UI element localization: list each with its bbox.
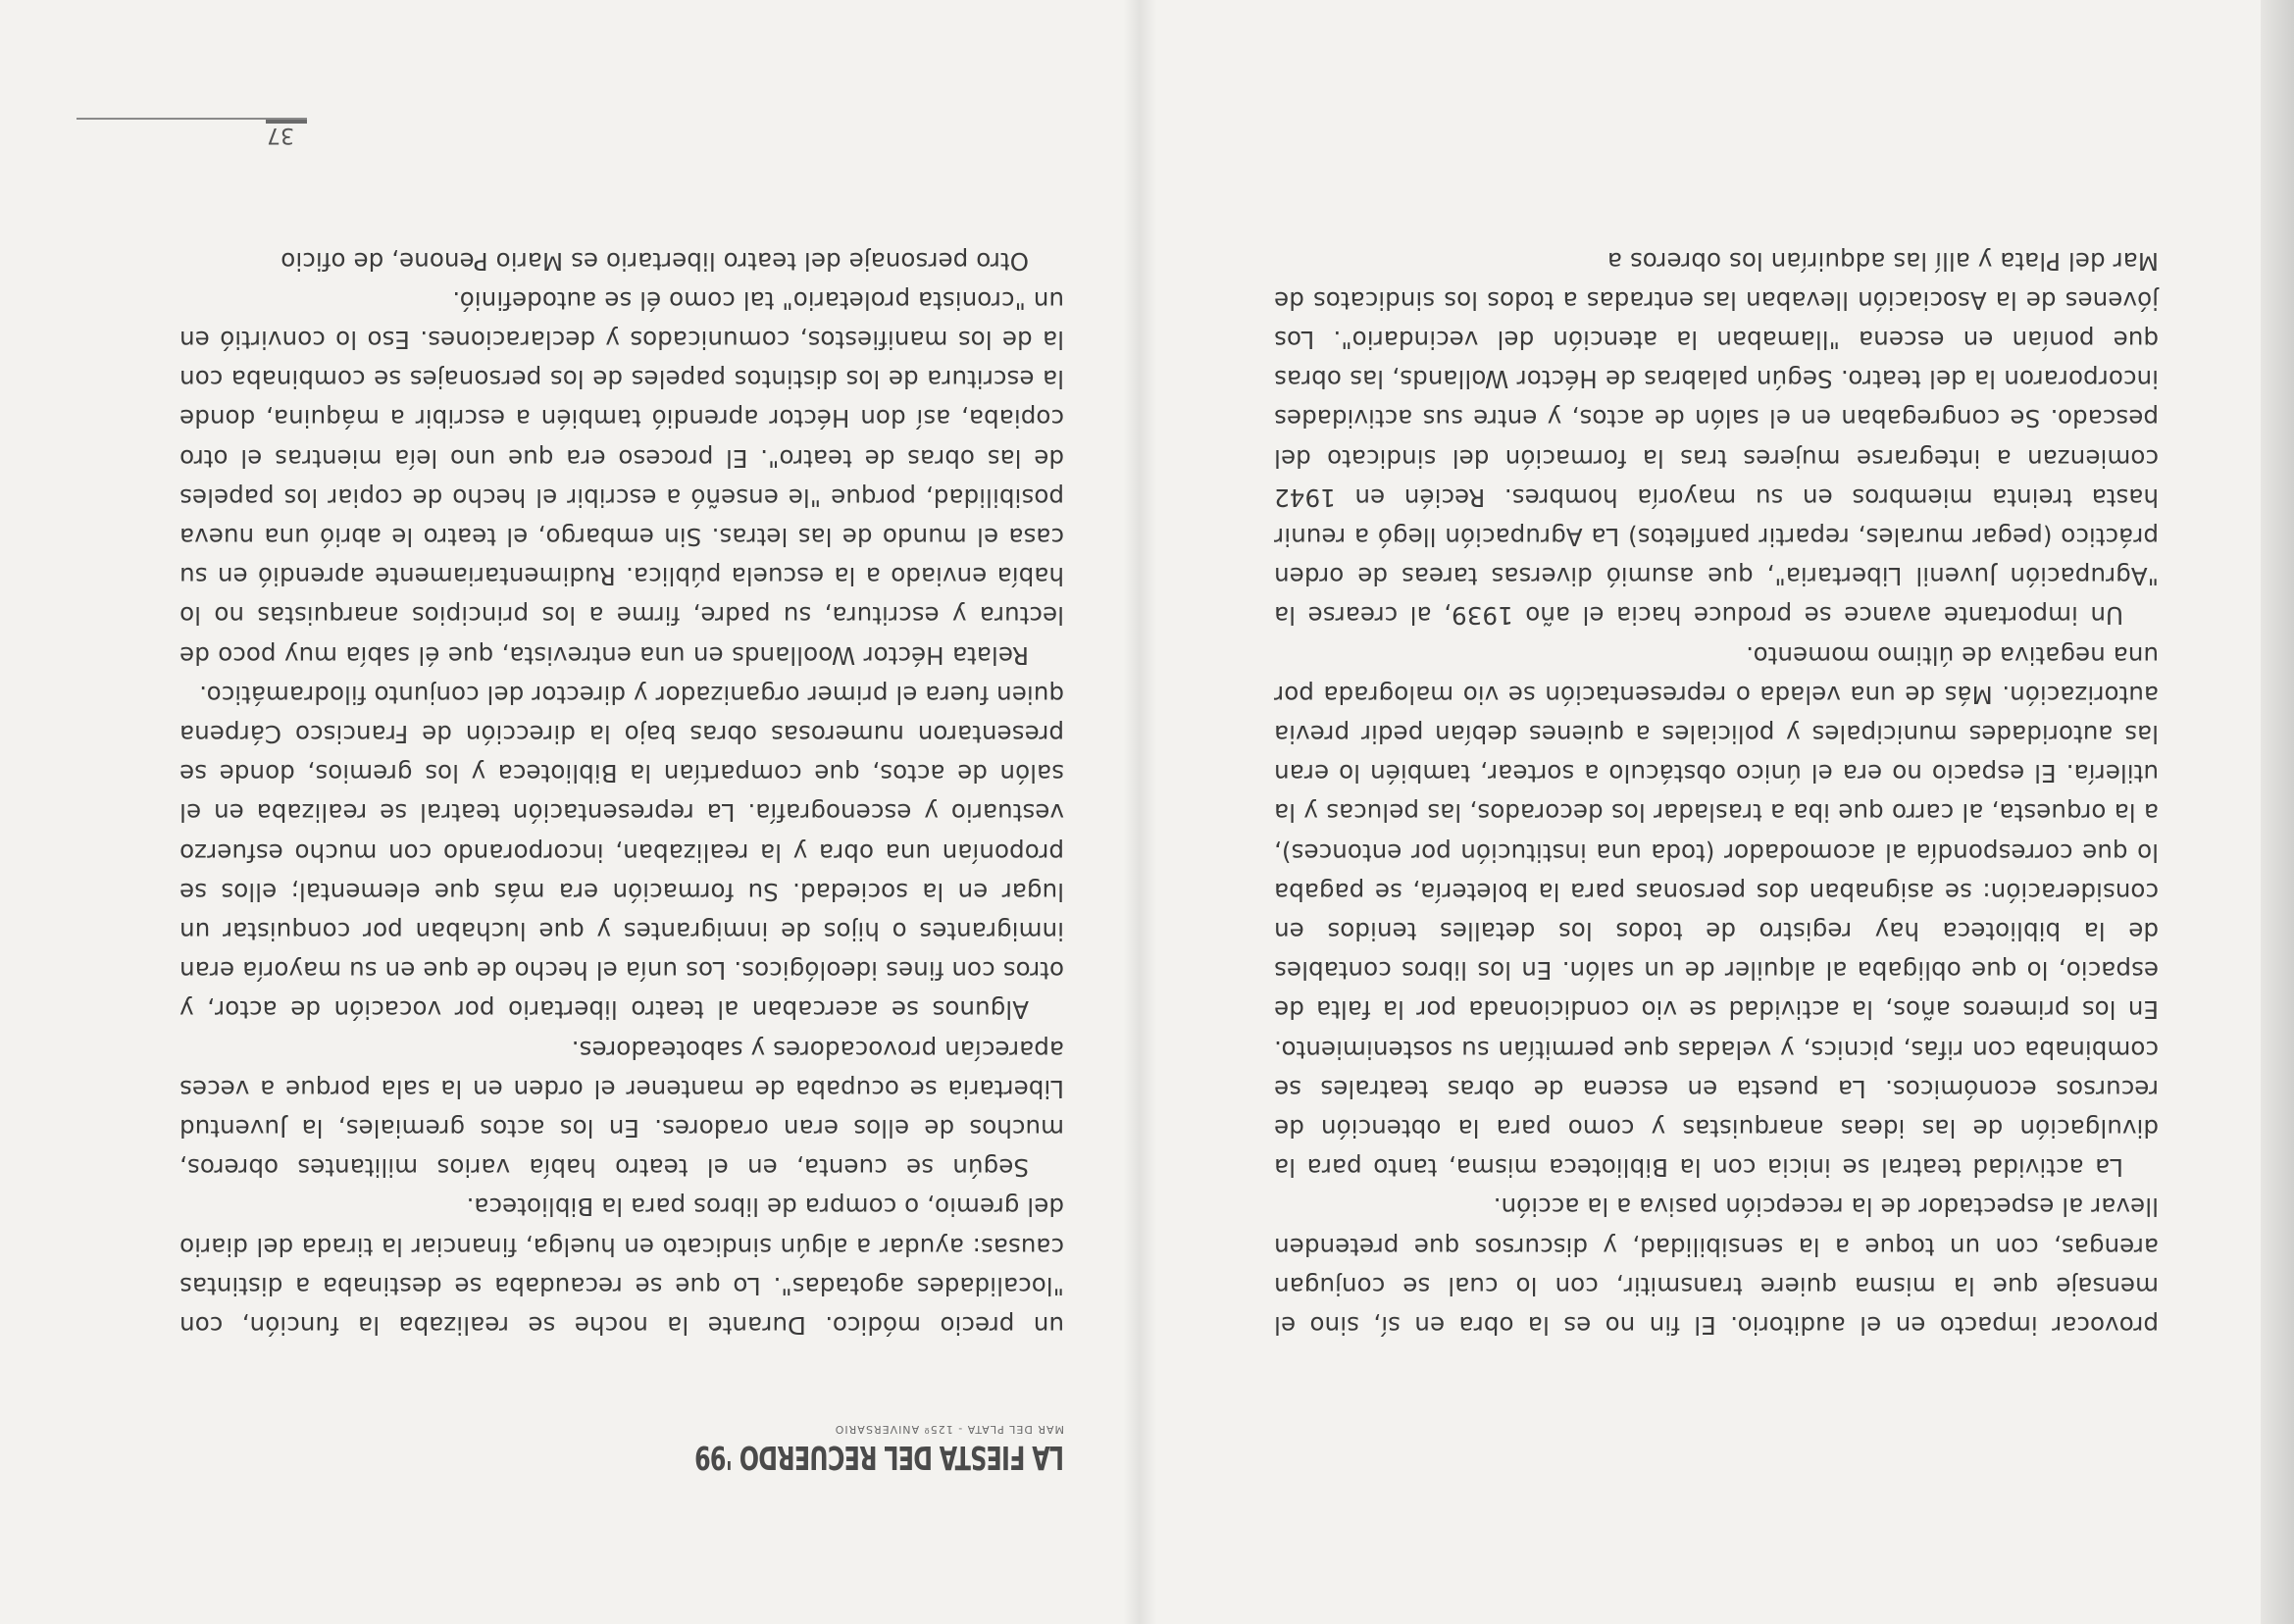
right-text-column bbox=[179, 240, 1064, 1345]
book-gutter bbox=[1123, 0, 1156, 1624]
page-edge-shadow bbox=[2261, 0, 2294, 1624]
paragraph: Algunos se acercaban al teatro libertario por vocación de actor, y otros con fines ideológicos. Los unía el hecho de que en su mayoría eran inmigrantes o hijos de inmigrantes y que luchaban por conquistar un lugar en la sociedad. Su formación era más que elemental; ellos se proponían una obra y la realizaban, incorporando con mucho esfuerzo vestuario y escenografía. La representación teatral se realizaba en el salón de actos, que compartían la Biblioteca y los gremios, donde se presentaron numerosas obras bajo la dirección de Francisco Cárpena quien fuera el primer organizador y director del conjunto filodramático. bbox=[179, 680, 1064, 1025]
paragraph: Otro personaje del teatro libertario es Mario Penone, de oficio bbox=[280, 246, 1029, 276]
header-subtitle: MAR DEL PLATA - 125º ANIVERSARIO bbox=[834, 1423, 1064, 1436]
paragraph: un precio módico. Durante la noche se realizaba la función, con "localidades agotadas". Lo que se recaudaba se destinaba a distintas causas: ayudar a algún sindicato en huelga, financiar la tirada del diario del gremio, o compra de libros para la Biblioteca. bbox=[179, 1193, 1064, 1340]
left-text-column bbox=[1274, 240, 2159, 1345]
paragraph: Un importante avance se produce hacia el año 1939, al crearse la "Agrupación Juvenil Libertaria", que asumió diversas tareas de orden práctico (pegar murales, repartir panfletos) La Agrupación llegó a reunir hasta treinta miembros en su mayoría hombres. Recién en 1942 comienzan a integrarse mujeres tras la formación del sindicato del pescado. Se congregaban en el salón de actos, y entre sus actividades incorporaron la del teatro. Según palabras de Héctor Wollands, las obras que ponían en escena "llamaban la atención del vecindario". Los jóvenes de la Asociación llevaban las entradas a todos los sindicatos de Mar del Plata y allí las adquirían los obreros a bbox=[1274, 246, 2159, 631]
header-title: LA FIESTA DEL RECUERDO '99 bbox=[694, 1439, 1064, 1477]
paragraph: provocar impacto en el auditorio. El fin no es la obra en sí, sino el mensaje que la misma quiere transmitir, con lo cual se conjugan arengas, con un toque a la sensibilidad, y discursos que pretenden llevar al espectador de la recepción pasiva a la acción. bbox=[1274, 1193, 2159, 1340]
paragraph: La actividad teatral se inicia con la Biblioteca misma, tanto para la divulgación de las ideas anarquistas y como para la obtención de recursos económicos. La puesta en escena de obras teatrales se combinaba con rifas, picnics, y veladas que permitían su sostenimiento. En los primeros años, la actividad se vio condicionada por la falta de espacio, lo que obligaba al alquiler de un salón. En los libros contables de la biblioteca hay registro de todos los detalles tenidos en consideración: se asignaban dos personas para la boletería, se pagaba lo que correspondía al acomodador (toda una institución por entonces), a la orquesta, al carro que iba a trasladar los decorados, las pelucas y la utilería. El espacio no era el único obstáculo a sortear, también lo eran las autoridades municipales y policiales a quienes debían pedir previa autorización. Más de una velada o representación se vio malograda por una negativa de último momento. bbox=[1274, 640, 2159, 1183]
paragraph: Según se cuenta, en el teatro había varios militantes obreros, muchos de ellos eran oradores. En los actos gremiales, la Juventud Libertaria se ocupaba de mantener el orden en la sala porque a veces aparecían provocadores y saboteadores. bbox=[179, 1035, 1064, 1183]
page-number: 37 bbox=[267, 123, 294, 147]
paragraph: Relata Héctor Woollands en una entrevista, que él sabía muy poco de lectura y escritura, su padre, firme a los principios anarquistas no lo había enviado a la escuela pública. Rudimentariamente aprendió en su casa el mundo de las letras. Sin embargo, el teatro le abrió una nueva posibilidad, porque "le enseñó a escribir el hecho de copiar los papeles de las obras de teatro". El proceso era que uno leía mientras el otro copiaba, así don Héctor aprendió también a escribir a máquina, donde la escritura de los distintos papeles de los personajes se combinaba con la de los manifiestos, comunicados y declaraciones. Eso lo convirtió en un "cronista proletario" tal como él se autodefinió. bbox=[179, 285, 1064, 670]
page-header bbox=[672, 1423, 1064, 1477]
